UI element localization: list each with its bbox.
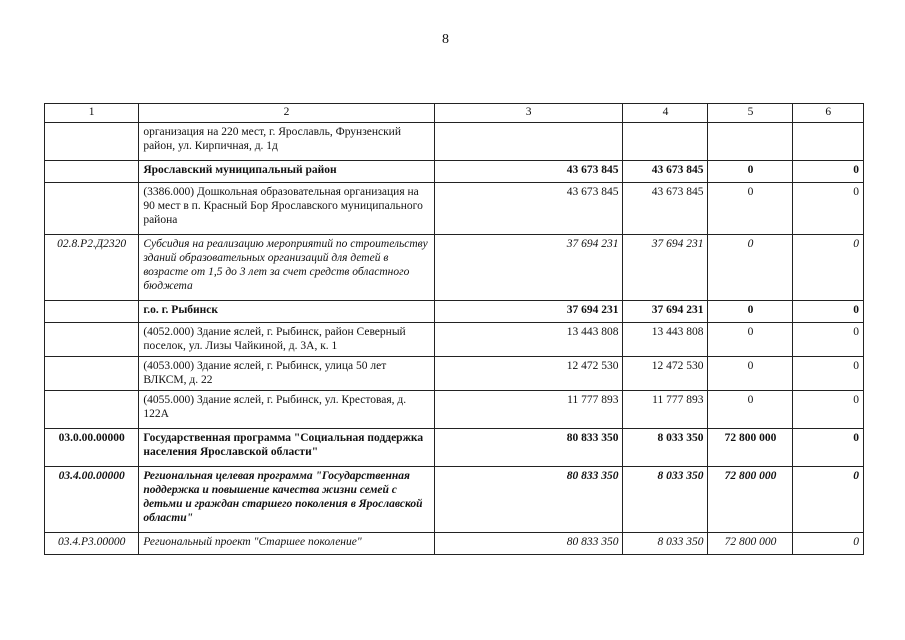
row-name-cell: (4055.000) Здание яслей, г. Рыбинск, ул. Крестовая, д. 122А bbox=[139, 391, 434, 429]
table-row bbox=[45, 123, 864, 161]
row-col6-cell: 0 bbox=[793, 235, 864, 301]
row-total-cell: 80 833 350 bbox=[434, 467, 623, 533]
table-row bbox=[45, 391, 864, 429]
table-row bbox=[45, 235, 864, 301]
row-name-cell: организация на 220 мест, г. Ярославль, Фрунзенский район, ул. Кирпичная, д. 1д bbox=[139, 123, 434, 161]
table-row bbox=[45, 323, 864, 357]
row-name-cell: (4052.000) Здание яслей, г. Рыбинск, район Северный поселок, ул. Лизы Чайкиной, д. 3А, к. 1 bbox=[139, 323, 434, 357]
header-col-6: 6 bbox=[793, 104, 864, 123]
row-col5-cell: 0 bbox=[708, 183, 793, 235]
row-col6-cell: 0 bbox=[793, 183, 864, 235]
row-col5-cell: 0 bbox=[708, 323, 793, 357]
row-col6-cell: 0 bbox=[793, 391, 864, 429]
row-name-cell: (4053.000) Здание яслей, г. Рыбинск, улица 50 лет ВЛКСМ, д. 22 bbox=[139, 357, 434, 391]
table-row bbox=[45, 533, 864, 555]
row-name-cell: (3386.000) Дошкольная образовательная организация на 90 мест в п. Красный Бор Ярославского муниципального района bbox=[139, 183, 434, 235]
row-code-cell bbox=[45, 123, 139, 161]
row-code-cell: 03.4.P3.00000 bbox=[45, 533, 139, 555]
row-col6-cell: 0 bbox=[793, 323, 864, 357]
row-name-cell: Ярославский муниципальный район bbox=[139, 161, 434, 183]
row-col4-cell: 13 443 808 bbox=[623, 323, 708, 357]
row-col6-cell: 0 bbox=[793, 467, 864, 533]
header-col-4: 4 bbox=[623, 104, 708, 123]
row-code-cell bbox=[45, 357, 139, 391]
row-total-cell bbox=[434, 123, 623, 161]
table-row bbox=[45, 357, 864, 391]
row-col4-cell: 11 777 893 bbox=[623, 391, 708, 429]
row-col4-cell: 8 033 350 bbox=[623, 533, 708, 555]
page-number: 8 bbox=[442, 32, 449, 47]
row-col5-cell: 0 bbox=[708, 235, 793, 301]
row-col4-cell: 8 033 350 bbox=[623, 429, 708, 467]
row-col6-cell: 0 bbox=[793, 533, 864, 555]
row-code-cell bbox=[45, 161, 139, 183]
row-total-cell: 37 694 231 bbox=[434, 235, 623, 301]
row-col6-cell: 0 bbox=[793, 161, 864, 183]
row-total-cell: 80 833 350 bbox=[434, 533, 623, 555]
row-total-cell: 43 673 845 bbox=[434, 161, 623, 183]
row-total-cell: 37 694 231 bbox=[434, 301, 623, 323]
row-total-cell: 80 833 350 bbox=[434, 429, 623, 467]
row-total-cell: 43 673 845 bbox=[434, 183, 623, 235]
row-total-cell: 11 777 893 bbox=[434, 391, 623, 429]
row-col4-cell: 8 033 350 bbox=[623, 467, 708, 533]
row-code-cell bbox=[45, 323, 139, 357]
row-col5-cell: 72 800 000 bbox=[708, 467, 793, 533]
table-row bbox=[45, 301, 864, 323]
budget-table bbox=[44, 103, 864, 555]
row-col4-cell: 37 694 231 bbox=[623, 235, 708, 301]
row-code-cell: 03.0.00.00000 bbox=[45, 429, 139, 467]
row-col4-cell: 37 694 231 bbox=[623, 301, 708, 323]
row-code-cell bbox=[45, 301, 139, 323]
row-col6-cell: 0 bbox=[793, 301, 864, 323]
table-row bbox=[45, 467, 864, 533]
table-header bbox=[45, 104, 864, 123]
row-total-cell: 12 472 530 bbox=[434, 357, 623, 391]
table-row bbox=[45, 183, 864, 235]
row-col4-cell bbox=[623, 123, 708, 161]
row-col5-cell: 0 bbox=[708, 391, 793, 429]
header-col-5: 5 bbox=[708, 104, 793, 123]
row-name-cell: Субсидия на реализацию мероприятий по строительству зданий образовательных организаций для детей в возрасте от 1,5 до 3 лет за счет средств областного бюджета bbox=[139, 235, 434, 301]
header-col-1: 1 bbox=[45, 104, 139, 123]
row-col5-cell: 0 bbox=[708, 301, 793, 323]
row-col6-cell: 0 bbox=[793, 429, 864, 467]
row-col5-cell bbox=[708, 123, 793, 161]
row-col5-cell: 72 800 000 bbox=[708, 429, 793, 467]
table-row bbox=[45, 429, 864, 467]
row-total-cell: 13 443 808 bbox=[434, 323, 623, 357]
row-code-cell bbox=[45, 183, 139, 235]
row-col6-cell: 0 bbox=[793, 357, 864, 391]
row-col6-cell bbox=[793, 123, 864, 161]
row-col4-cell: 43 673 845 bbox=[623, 183, 708, 235]
row-col5-cell: 72 800 000 bbox=[708, 533, 793, 555]
row-name-cell: г.о. г. Рыбинск bbox=[139, 301, 434, 323]
row-col4-cell: 43 673 845 bbox=[623, 161, 708, 183]
row-col5-cell: 0 bbox=[708, 161, 793, 183]
row-col5-cell: 0 bbox=[708, 357, 793, 391]
row-code-cell: 03.4.00.00000 bbox=[45, 467, 139, 533]
header-row bbox=[45, 104, 864, 123]
row-code-cell bbox=[45, 391, 139, 429]
header-col-3: 3 bbox=[434, 104, 623, 123]
row-col4-cell: 12 472 530 bbox=[623, 357, 708, 391]
table-row bbox=[45, 161, 864, 183]
row-name-cell: Региональный проект "Старшее поколение" bbox=[139, 533, 434, 555]
header-col-2: 2 bbox=[139, 104, 434, 123]
table-body bbox=[45, 123, 864, 555]
row-name-cell: Региональная целевая программа "Государственная поддержка и повышение качества жизни семей с детьми и граждан старшего поколения в Ярославской области" bbox=[139, 467, 434, 533]
row-name-cell: Государственная программа "Социальная поддержка населения Ярославской области" bbox=[139, 429, 434, 467]
row-code-cell: 02.8.P2.Д2320 bbox=[45, 235, 139, 301]
